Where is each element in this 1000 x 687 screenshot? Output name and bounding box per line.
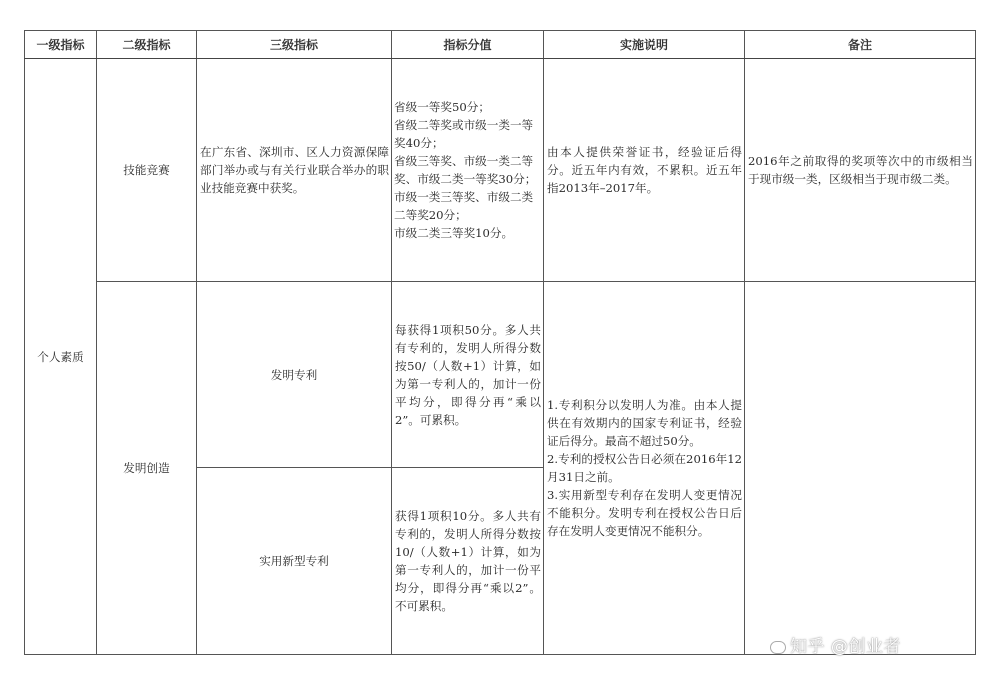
policy-table	[24, 30, 976, 655]
level3-utility-cell: 实用新型专利	[197, 468, 392, 655]
score-patent-cell: 每获得1项积50分。多人共有专利的，发明人所得分数按50/（人数+1）计算，如为第一专利人的，加计一份平均分，即得分再“乘以2”。可累积。	[392, 282, 544, 468]
note-line: 2.专利的授权公告日必须在2016年12月31日之前。	[547, 452, 742, 484]
level1-cell: 个人素质	[25, 59, 97, 655]
score-line: 市级二类三等奖10分。	[394, 226, 514, 240]
note-line: 1.专利积分以发明人为准。由本人提供在有效期内的国家专利证书，经验证后得分。最高不超过50分。	[547, 398, 742, 448]
score-utility-cell: 获得1项积10分。多人共有专利的，发明人所得分数按10/（人数+1）计算，如为第一专利人的，加计一份平均分，即得分再“乘以2”。不可累积。	[392, 468, 544, 655]
header-level1: 一级指标	[25, 31, 97, 59]
note-invention-cell	[544, 282, 745, 655]
watermark	[770, 632, 901, 657]
watermark-text: 知乎 @创业者	[790, 637, 901, 657]
header-level2: 二级指标	[97, 31, 197, 59]
note-skill-cell: 由本人提供荣誉证书，经验证后得分。近五年内有效，不累积。近五年指2013年–2017年。	[544, 59, 745, 282]
level2-skill-cell: 技能竞赛	[97, 59, 197, 282]
level3-skill-cell: 在广东省、深圳市、区人力资源保障部门举办或与有关行业联合举办的职业技能竞赛中获奖。	[197, 59, 392, 282]
header-level3: 三级指标	[197, 31, 392, 59]
header-row	[25, 31, 976, 59]
header-implementation: 实施说明	[544, 31, 745, 59]
score-line: 市级一类三等奖、市级二类二等奖20分；	[394, 190, 534, 222]
level3-patent-cell: 发明专利	[197, 282, 392, 468]
score-line: 省级三等奖、市级一类二等奖、市级二类一等奖30分；	[394, 154, 537, 186]
level2-invention-cell: 发明创造	[97, 282, 197, 655]
chat-bubble-icon	[770, 641, 786, 654]
header-score: 指标分值	[392, 31, 544, 59]
header-remark: 备注	[745, 31, 976, 59]
table-row	[25, 282, 976, 468]
remark-invention-cell	[745, 282, 976, 655]
score-skill-cell	[392, 59, 544, 282]
remark-skill-cell: 2016年之前取得的奖项等次中的市级相当于现市级一类，区级相当于现市级二类。	[745, 59, 976, 282]
table-row	[25, 59, 976, 282]
policy-table-container	[24, 30, 976, 655]
score-line: 省级二等奖或市级一类一等奖40分；	[394, 118, 534, 150]
note-line: 3.实用新型专利存在发明人变更情况不能积分。发明专利在授权公告日后存在发明人变更情况不能积分。	[547, 488, 742, 538]
score-line: 省级一等奖50分；	[394, 100, 490, 114]
